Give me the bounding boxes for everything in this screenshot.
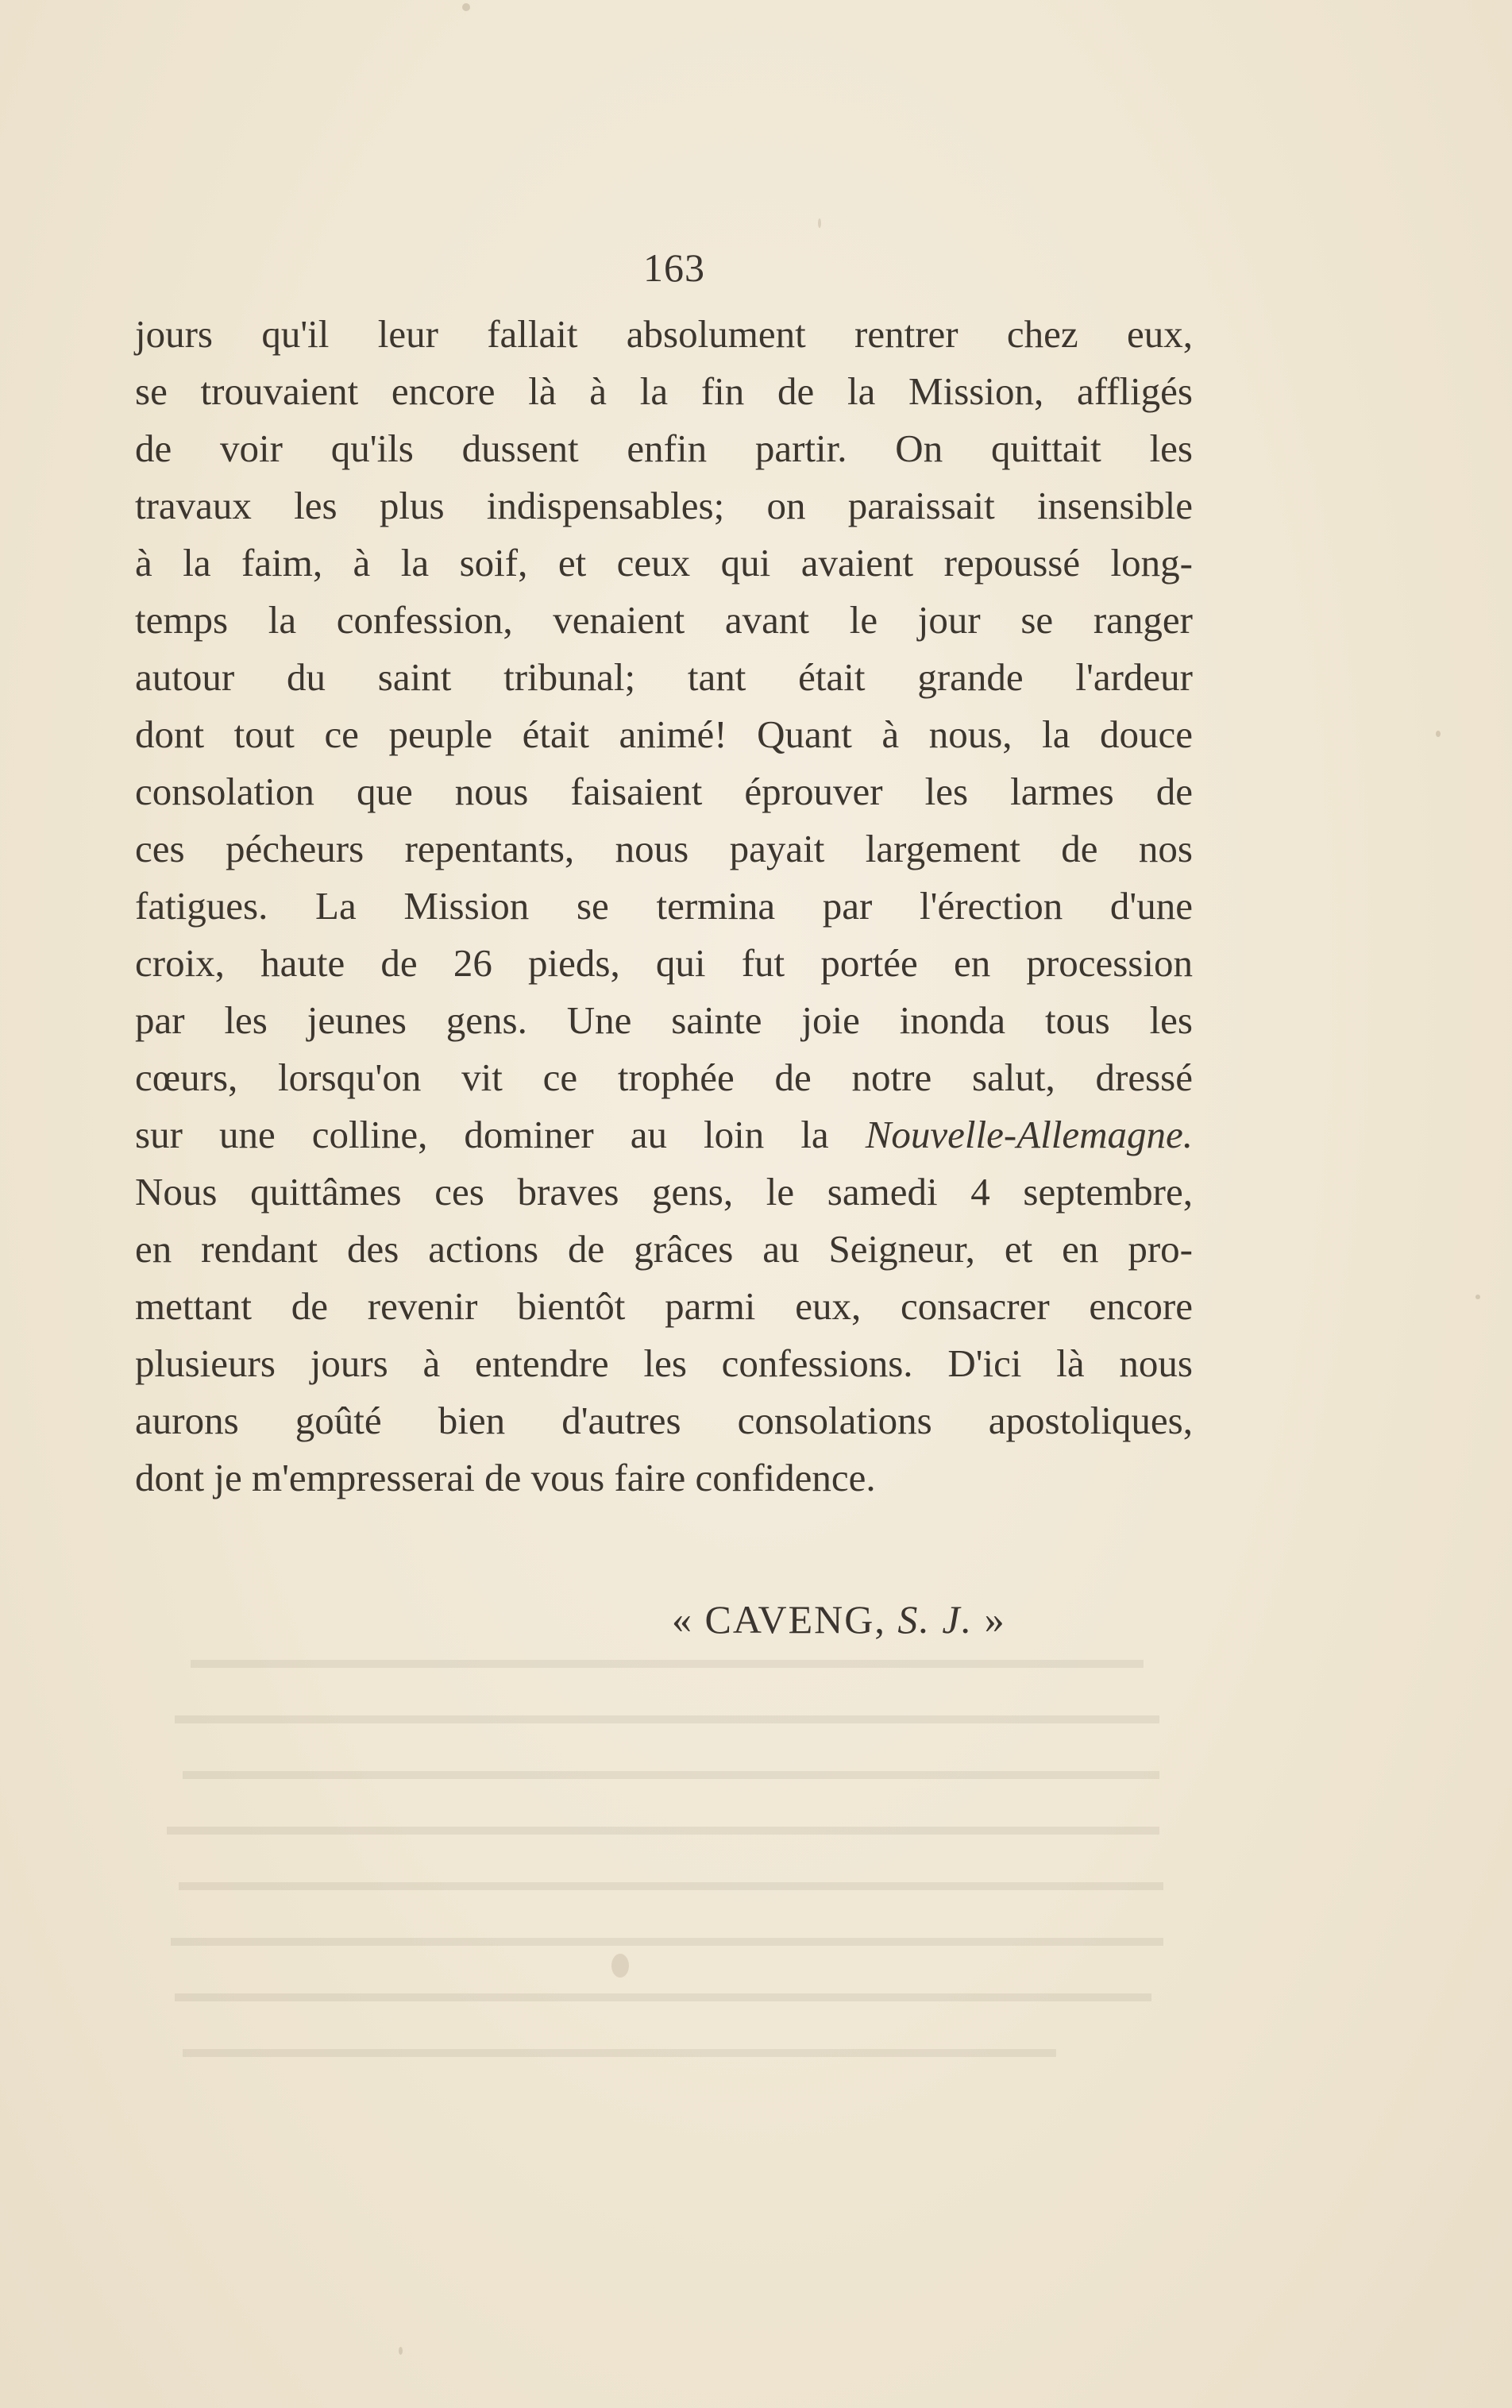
paper-speck bbox=[462, 3, 470, 11]
paper-speck bbox=[611, 1954, 629, 1978]
text-line-13: par les jeunes gens. Une sainte joie inonda tous les bbox=[135, 998, 1193, 1042]
paper-speck bbox=[1436, 731, 1441, 737]
text-line-7: autour du saint tribunal; tant était grande l'ardeur bbox=[135, 655, 1193, 699]
text-line-2: se trouvaient encore là à la fin de la Mission, affligés bbox=[135, 369, 1193, 413]
body-text bbox=[135, 306, 1193, 1507]
paper-speck bbox=[399, 2347, 403, 2355]
text-line-15 bbox=[135, 1106, 1193, 1163]
text-line-14: cœurs, lorsqu'on vit ce trophée de notre salut, dressé bbox=[135, 1055, 1193, 1099]
paper-show-through bbox=[159, 1628, 1191, 2105]
text-line-6: temps la confession, venaient avant le jour se ranger bbox=[135, 598, 1193, 642]
text-line-15-roman: sur une colline, dominer au loin la bbox=[135, 1113, 829, 1156]
text-line-8: dont tout ce peuple était animé! Quant à nous, la douce bbox=[135, 712, 1193, 756]
signature-name: CAVENG, bbox=[704, 1597, 886, 1642]
signature-order: S. J. bbox=[897, 1597, 974, 1642]
text-line-11: fatigues. La Mission se termina par l'érection d'une bbox=[135, 884, 1193, 928]
signature bbox=[672, 1596, 1006, 1642]
page-number: 163 bbox=[643, 245, 705, 290]
paper-speck bbox=[1475, 1295, 1480, 1299]
text-line-16: Nous quittâmes ces braves gens, le samedi 4 septembre, bbox=[135, 1170, 1193, 1214]
paper-speck bbox=[818, 218, 821, 228]
text-line-5: à la faim, à la soif, et ceux qui avaient repoussé long- bbox=[135, 541, 1193, 585]
text-line-10: ces pécheurs repentants, nous payait largement de nos bbox=[135, 827, 1193, 870]
text-line-21: dont je m'empresserai de vous faire confidence. bbox=[135, 1456, 876, 1499]
text-line-20: aurons goûté bien d'autres consolations apostoliques, bbox=[135, 1399, 1193, 1442]
text-line-12: croix, haute de 26 pieds, qui fut portée en procession bbox=[135, 941, 1193, 985]
text-line-19: plusieurs jours à entendre les confessions. D'ici là nous bbox=[135, 1341, 1193, 1385]
text-line-1: jours qu'il leur fallait absolument rentrer chez eux, bbox=[135, 312, 1193, 356]
signature-close-quote: » bbox=[984, 1597, 1006, 1642]
italic-place-name: Nouvelle-Allemagne. bbox=[865, 1113, 1194, 1156]
text-line-17: en rendant des actions de grâces au Seigneur, et en pro- bbox=[135, 1227, 1193, 1271]
signature-open-quote: « bbox=[672, 1597, 693, 1642]
text-line-3: de voir qu'ils dussent enfin partir. On quittait les bbox=[135, 426, 1193, 470]
text-line-4: travaux les plus indispensables; on paraissait insensible bbox=[135, 484, 1193, 527]
text-line-18: mettant de revenir bientôt parmi eux, consacrer encore bbox=[135, 1284, 1193, 1328]
text-line-9: consolation que nous faisaient éprouver les larmes de bbox=[135, 770, 1193, 813]
